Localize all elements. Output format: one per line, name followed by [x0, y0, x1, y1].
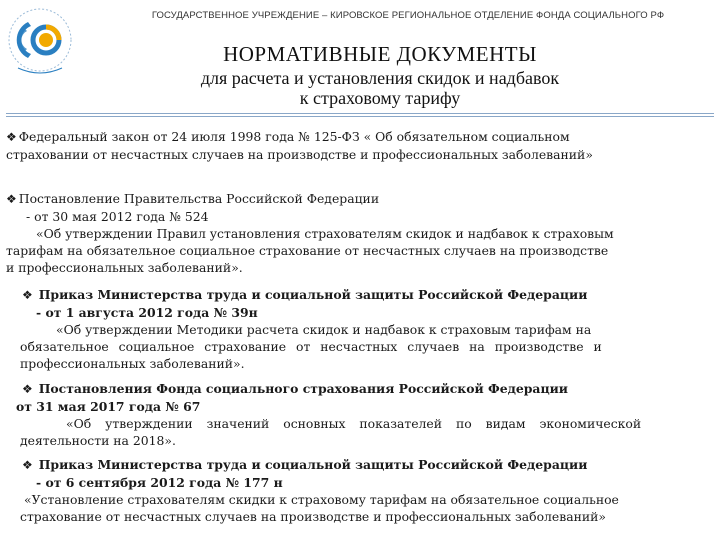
- item-heading: Приказ Министерства труда и социальной защиты Российской Федерации: [38, 287, 588, 302]
- bullet-diamond-icon: ❖: [6, 130, 17, 144]
- item-date: - от 30 мая 2012 года № 524: [26, 209, 209, 224]
- item-text: Федеральный закон от 24 июля 1998 года № 125-ФЗ « Об обязательном социальном: [18, 129, 570, 144]
- item-date: от 31 мая 2017 года № 67: [16, 399, 201, 414]
- bullet-diamond-icon: ❖: [6, 192, 17, 206]
- list-item: [6, 456, 714, 525]
- item-text: обязательное социальное страхование от несчастных случаев на производстве и: [20, 339, 602, 354]
- item-text: «Об утверждении значений основных показателей по видам экономической: [66, 416, 642, 431]
- list-item: [6, 286, 714, 372]
- item-heading: Постановления Фонда социального страхования Российской Федерации: [38, 381, 568, 396]
- item-text: и профессиональных заболеваний».: [6, 260, 243, 275]
- subtitle-line: к страховому тарифу: [299, 88, 461, 108]
- item-date: - от 1 августа 2012 года № 39н: [36, 305, 258, 320]
- item-text: страхование от несчастных случаев на производстве и профессиональных заболеваний»: [20, 509, 606, 524]
- bullet-diamond-icon: ❖: [22, 288, 33, 302]
- list-item: [6, 190, 714, 276]
- item-text: деятельности на 2018».: [20, 433, 176, 448]
- item-text: страховании от несчастных случаев на производстве и профессиональных заболеваний»: [6, 147, 593, 162]
- subtitle-line: для расчета и установления скидок и надбавок: [200, 68, 560, 88]
- divider: [6, 116, 714, 117]
- item-text: «Об утверждении Методики расчета скидок и надбавок к страховым тарифам на: [56, 322, 592, 337]
- item-text: тарифам на обязательное социальное страхование от несчастных случаев на производстве: [6, 243, 609, 258]
- item-text: «Об утверждении Правил установления страхователям скидок и надбавок к страховым: [36, 226, 614, 241]
- bullet-diamond-icon: ❖: [22, 382, 33, 396]
- list-item: [6, 380, 714, 449]
- item-heading: Приказ Министерства труда и социальной защиты Российской Федерации: [38, 457, 588, 472]
- item-heading: Постановление Правительства Российской Федерации: [18, 191, 380, 206]
- item-text: «Установление страхователям скидки к страховому тарифам на обязательное социальное: [24, 492, 619, 507]
- fss-logo-icon: [6, 4, 74, 84]
- org-header: ГОСУДАРСТВЕННОЕ УЧРЕЖДЕНИЕ – КИРОВСКОЕ РЕГИОНАЛЬНОЕ ОТДЕЛЕНИЕ ФОНДА СОЦИАЛЬНОГО РФ: [151, 10, 665, 21]
- item-text: профессиональных заболеваний».: [20, 356, 245, 371]
- page-title: НОРМАТИВНЫЕ ДОКУМЕНТЫ: [223, 42, 537, 66]
- bullet-diamond-icon: ❖: [22, 458, 33, 472]
- list-item: [6, 128, 714, 163]
- divider: [6, 113, 714, 114]
- page-subtitle: [140, 68, 620, 108]
- item-date: - от 6 сентября 2012 года № 177 н: [36, 475, 283, 490]
